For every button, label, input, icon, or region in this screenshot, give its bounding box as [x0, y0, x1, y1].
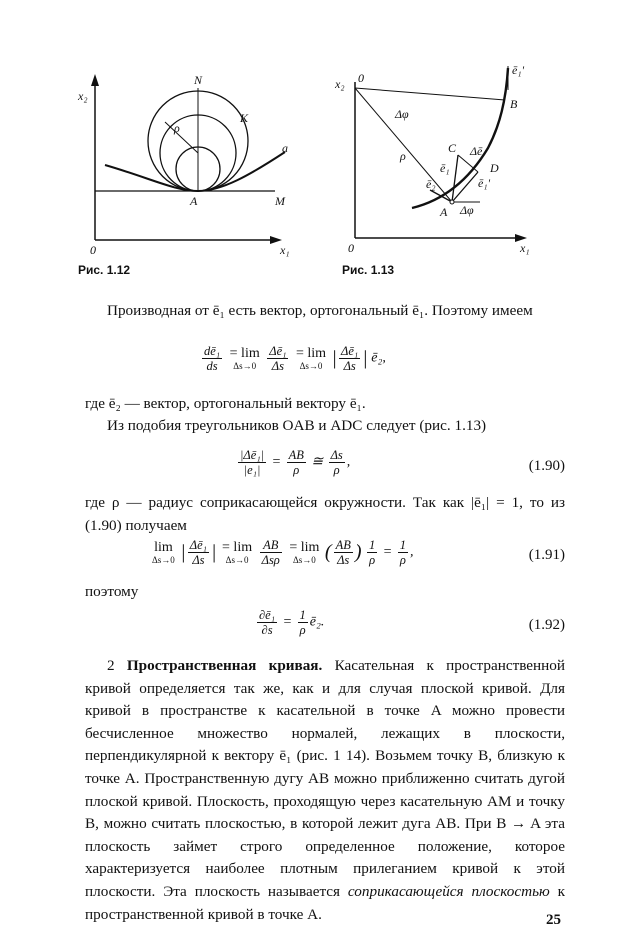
- fig2-e1-label: ē₁: [440, 161, 450, 175]
- equation-1-91-number: (1.91): [528, 547, 565, 563]
- fig1-origin-label: 0: [90, 243, 96, 257]
- fig2-x1-label: x₁: [520, 241, 530, 255]
- fig2-dphi-label: Δφ: [395, 107, 409, 121]
- figure-1-12: [70, 70, 310, 270]
- equation-1-90: $\frac{\text{|Δē₁|}}{\text{|e₁|}}$ = $\frac{AB}{\rho}$ ≅ $\frac{\Delta s}{\rho}$ ,: [240, 448, 351, 477]
- paragraph-derivative: Производная от ē₁ есть вектор, ортогональный ē₁. Поэтому имеем: [107, 302, 533, 319]
- figure-1-12-caption: Рис. 1.12: [78, 263, 131, 277]
- fig1-k-label: K: [240, 111, 249, 125]
- figure-1-13: [330, 60, 560, 270]
- page-number: 25: [546, 912, 561, 928]
- fig2-dphi2-label: Δφ: [460, 203, 474, 217]
- paragraph-similarity: Из подобия треугольников OAB и ADC следует (рис. 1.13): [107, 417, 487, 434]
- equation-1-90-number: (1.90): [528, 458, 565, 474]
- paragraph-radius: где ρ — радиус соприкасающейся окружности. Так как |ē₁| = 1, то из (1.90) получаем: [85, 494, 565, 534]
- equation-1-92-number: (1.92): [528, 617, 565, 633]
- fig1-a-label: a: [282, 141, 288, 155]
- fig2-d-label: D: [490, 161, 499, 175]
- paragraph-therefore: поэтому: [85, 583, 139, 600]
- fig2-x2-label: x₂: [335, 77, 345, 91]
- fig2-rho-label: ρ: [400, 149, 406, 163]
- equation-1-92: $\frac{\text{∂ē₁}}{\partial s}$ = $\frac{1}{\rho}$ ē₂.: [259, 608, 325, 637]
- paragraph-e2: где ē₂ — вектор, ортогональный вектору ē₁.: [85, 395, 366, 412]
- fig1-rho-label: ρ: [174, 121, 180, 135]
- fig1-x2-label: x₂: [78, 89, 88, 103]
- equation-1-91: lim Δs→0 | $\frac{\text{Δē₁}}{\Delta s}$ | = lim Δs→0 $\frac{AB}{\text{Δsρ}}$ = lim Δs→0 ( $\frac{AB}{\Delta s}$ ) $\frac{1}{\rho}$ = $\frac{1}{\rho}$ ,: [152, 538, 414, 567]
- fig2-o-label: 0: [358, 71, 364, 85]
- fig2-e2-label: ē₂: [426, 177, 436, 191]
- fig1-x1-label: x₁: [280, 243, 290, 257]
- fig1-n-label: N: [194, 73, 203, 87]
- fig2-A-label: A: [440, 205, 448, 219]
- fig2-c-label: C: [448, 141, 457, 155]
- fig1-m-label: M: [275, 194, 285, 208]
- figure-1-13-caption: Рис. 1.13: [342, 263, 395, 277]
- equation-derivative: $\frac{\text{dē₁}}{ds}$ = lim Δs→0 $\frac{\text{Δē₁}}{\Delta s}$ = lim Δs→0 | $\frac{\text{Δē₁}}{\Delta s}$ | ē₂,: [204, 344, 386, 373]
- fig2-e1p-label: ē₁': [478, 176, 491, 190]
- fig2-origin-label: 0: [348, 241, 354, 255]
- fig2-b-label: B: [510, 97, 518, 111]
- fig2-e1top-label: ē₁': [512, 63, 525, 77]
- fig2-de-label: Δē: [470, 144, 483, 158]
- paragraph-space-curve: 2 Пространственная кривая. Касательная к пространственной кривой определяется так же, как и для случая плоской кривой. Для кривой в пространстве к касательной в точке A можно провести бесчисленное множество нормалей, лежащих в плоскости, перпендикулярной к вектору ē₁ (рис. 1 14). Возьмем точку B, близкую к точке A. Пространственную дугу AB можно приближенно считать дугой плоской кривой. Плоскость, проходящую через касательную AM и точку B, можно считать плоскостью, в которой лежит дуга AB. При B → A эта плоскость займет строго определенное положение, которое характеризуется наиболее плотным прилеганием кривой к этой плоскости. Эта плоскость называется соприкасающейся плоскостью к пространственной кривой в точке A.: [85, 657, 566, 923]
- fig1-A-label: A: [190, 194, 198, 208]
